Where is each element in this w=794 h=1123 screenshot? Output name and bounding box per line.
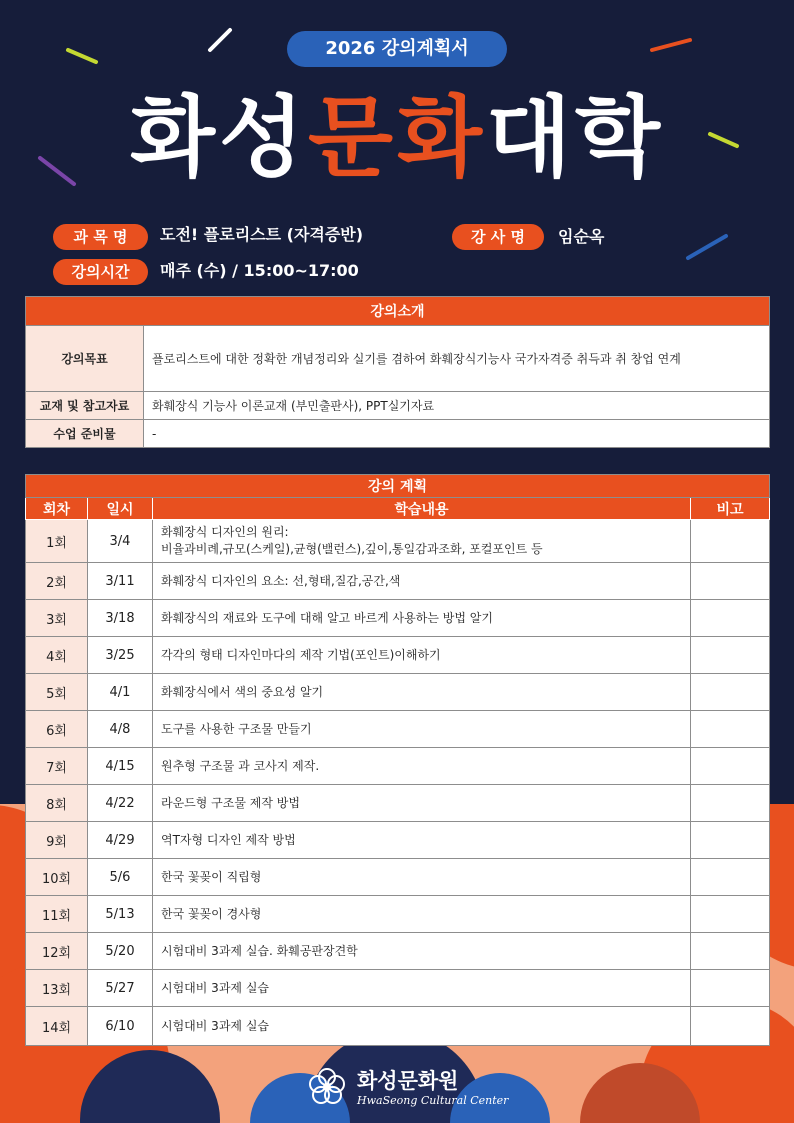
- plan-date: 5/6: [88, 859, 153, 896]
- col-round: 회차: [26, 498, 88, 520]
- plan-content: [153, 896, 691, 933]
- plan-round: 4회: [26, 637, 88, 674]
- plan-date: 4/8: [88, 711, 153, 748]
- plan-note: [691, 822, 770, 859]
- plan-row: [26, 822, 770, 859]
- plan-content-line: 화훼장식의 재료와 도구에 대해 알고 바르게 사용하는 방법 알기: [161, 610, 493, 625]
- plan-note: [691, 785, 770, 822]
- course-value: 도전! 플로리스트 (자격증반): [160, 225, 364, 244]
- title-part1: 화성: [129, 86, 308, 189]
- plan-content-line: 시험대비 3과제 실습. 화훼공판장견학: [161, 943, 358, 958]
- plan-note: [691, 748, 770, 785]
- plan-date: 3/18: [88, 600, 153, 637]
- instructor-value: 임순옥: [558, 227, 605, 246]
- plan-row: [26, 637, 770, 674]
- plan-date: 3/4: [88, 520, 153, 563]
- plan-row: [26, 711, 770, 748]
- plan-content-line: 라운드형 구조물 제작 방법: [161, 795, 300, 810]
- plan-date: 3/11: [88, 563, 153, 600]
- plan-note: [691, 970, 770, 1007]
- plan-note: [691, 933, 770, 970]
- plan-round: 12회: [26, 933, 88, 970]
- flower-logo-icon: [305, 1065, 349, 1109]
- intro-row-value: 플로리스트에 대한 정확한 개념정리와 실기를 겸하여 화훼장식기능사 국가자격증 취득과 취 창업 연계: [144, 326, 770, 392]
- plan-row: [26, 563, 770, 600]
- plan-note: [691, 637, 770, 674]
- plan-content: [153, 600, 691, 637]
- plan-content: [153, 520, 691, 563]
- plan-row: [26, 896, 770, 933]
- plan-content-line: 한국 꽃꽂이 직립형: [161, 869, 262, 884]
- plan-content: [153, 748, 691, 785]
- time-label: 강의시간: [53, 259, 148, 285]
- plan-content-line: 비율과비례,규모(스케일),균형(밸런스),깊이,통일감과조화, 포컬포인트 등: [161, 542, 543, 556]
- plan-content: [153, 785, 691, 822]
- intro-row-value: 화훼장식 기능사 이론교재 (부민출판사), PPT실기자료: [144, 392, 770, 420]
- plan-round: 6회: [26, 711, 88, 748]
- plan-content-line: 화훼장식 디자인의 원리:: [161, 525, 289, 539]
- plan-content-line: 화훼장식에서 색의 중요성 알기: [161, 684, 324, 699]
- course-label: 과 목 명: [53, 224, 148, 250]
- plan-date: 6/10: [88, 1007, 153, 1046]
- plan-date: 5/20: [88, 933, 153, 970]
- plan-content: [153, 933, 691, 970]
- plan-content-line: 역T자형 디자인 제작 방법: [161, 832, 296, 847]
- plan-content-line: 화훼장식 디자인의 요소: 선,형태,질감,공간,색: [161, 573, 401, 588]
- plan-round: 3회: [26, 600, 88, 637]
- main-title: [0, 78, 794, 198]
- plan-content: [153, 674, 691, 711]
- intro-row-label: 수업 준비물: [26, 420, 144, 448]
- org-name: 화성문화원: [357, 1068, 459, 1093]
- plan-note: [691, 859, 770, 896]
- plan-note: [691, 520, 770, 563]
- plan-content: [153, 970, 691, 1007]
- plan-note: [691, 896, 770, 933]
- plan-round: 13회: [26, 970, 88, 1007]
- plan-round: 2회: [26, 563, 88, 600]
- plan-row: [26, 1007, 770, 1046]
- title-part2: 대학: [486, 86, 665, 189]
- plan-content: [153, 711, 691, 748]
- plan-note: [691, 600, 770, 637]
- plan-content-line: 각각의 형태 디자인마다의 제작 기법(포인트)이해하기: [161, 647, 441, 662]
- plan-content: [153, 822, 691, 859]
- plan-note: [691, 563, 770, 600]
- plan-round: 1회: [26, 520, 88, 563]
- plan-row: [26, 859, 770, 896]
- plan-content-line: 시험대비 3과제 실습: [161, 1018, 270, 1033]
- plan-row: [26, 674, 770, 711]
- intro-table: [25, 296, 770, 448]
- col-date: 일시: [88, 498, 153, 520]
- plan-round: 10회: [26, 859, 88, 896]
- col-content: 학습내용: [153, 498, 691, 520]
- org-name-en: HwaSeong Cultural Center: [357, 1094, 509, 1107]
- plan-date: 4/1: [88, 674, 153, 711]
- plan-row: [26, 600, 770, 637]
- plan-content: [153, 637, 691, 674]
- plan-row: [26, 785, 770, 822]
- plan-round: 14회: [26, 1007, 88, 1046]
- plan-row: [26, 748, 770, 785]
- plan-row: [26, 933, 770, 970]
- instructor-label: 강 사 명: [452, 224, 544, 250]
- title-accent: 문화: [307, 86, 487, 189]
- plan-round: 11회: [26, 896, 88, 933]
- intro-heading: 강의소개: [26, 297, 770, 326]
- intro-row-value: -: [144, 420, 770, 448]
- plan-note: [691, 711, 770, 748]
- intro-row-label: 교재 및 참고자료: [26, 392, 144, 420]
- plan-content: [153, 1007, 691, 1046]
- plan-date: 5/13: [88, 896, 153, 933]
- plan-content: [153, 859, 691, 896]
- plan-heading: 강의 계획: [26, 475, 770, 498]
- plan-round: 8회: [26, 785, 88, 822]
- plan-round: 5회: [26, 674, 88, 711]
- plan-date: 4/29: [88, 822, 153, 859]
- plan-content-line: 원추형 구조물 과 코사지 제작.: [161, 758, 320, 773]
- plan-date: 4/22: [88, 785, 153, 822]
- plan-note: [691, 1007, 770, 1046]
- plan-table: [25, 474, 770, 1046]
- intro-row-label: 강의목표: [26, 326, 144, 392]
- plan-content-line: 시험대비 3과제 실습: [161, 980, 270, 995]
- plan-content-line: 한국 꽃꽂이 경사형: [161, 906, 262, 921]
- plan-date: 3/25: [88, 637, 153, 674]
- plan-row: [26, 970, 770, 1007]
- org-logo: [305, 1063, 509, 1113]
- col-note: 비고: [691, 498, 770, 520]
- plan-row: [26, 520, 770, 563]
- plan-date: 5/27: [88, 970, 153, 1007]
- plan-content: [153, 563, 691, 600]
- time-value: 매주 (수) / 15:00~17:00: [160, 261, 359, 280]
- plan-round: 7회: [26, 748, 88, 785]
- year-badge: 2026 강의계획서: [287, 31, 507, 67]
- plan-note: [691, 674, 770, 711]
- plan-body: [26, 520, 770, 1046]
- plan-content-line: 도구를 사용한 구조물 만들기: [161, 721, 312, 736]
- plan-date: 4/15: [88, 748, 153, 785]
- plan-round: 9회: [26, 822, 88, 859]
